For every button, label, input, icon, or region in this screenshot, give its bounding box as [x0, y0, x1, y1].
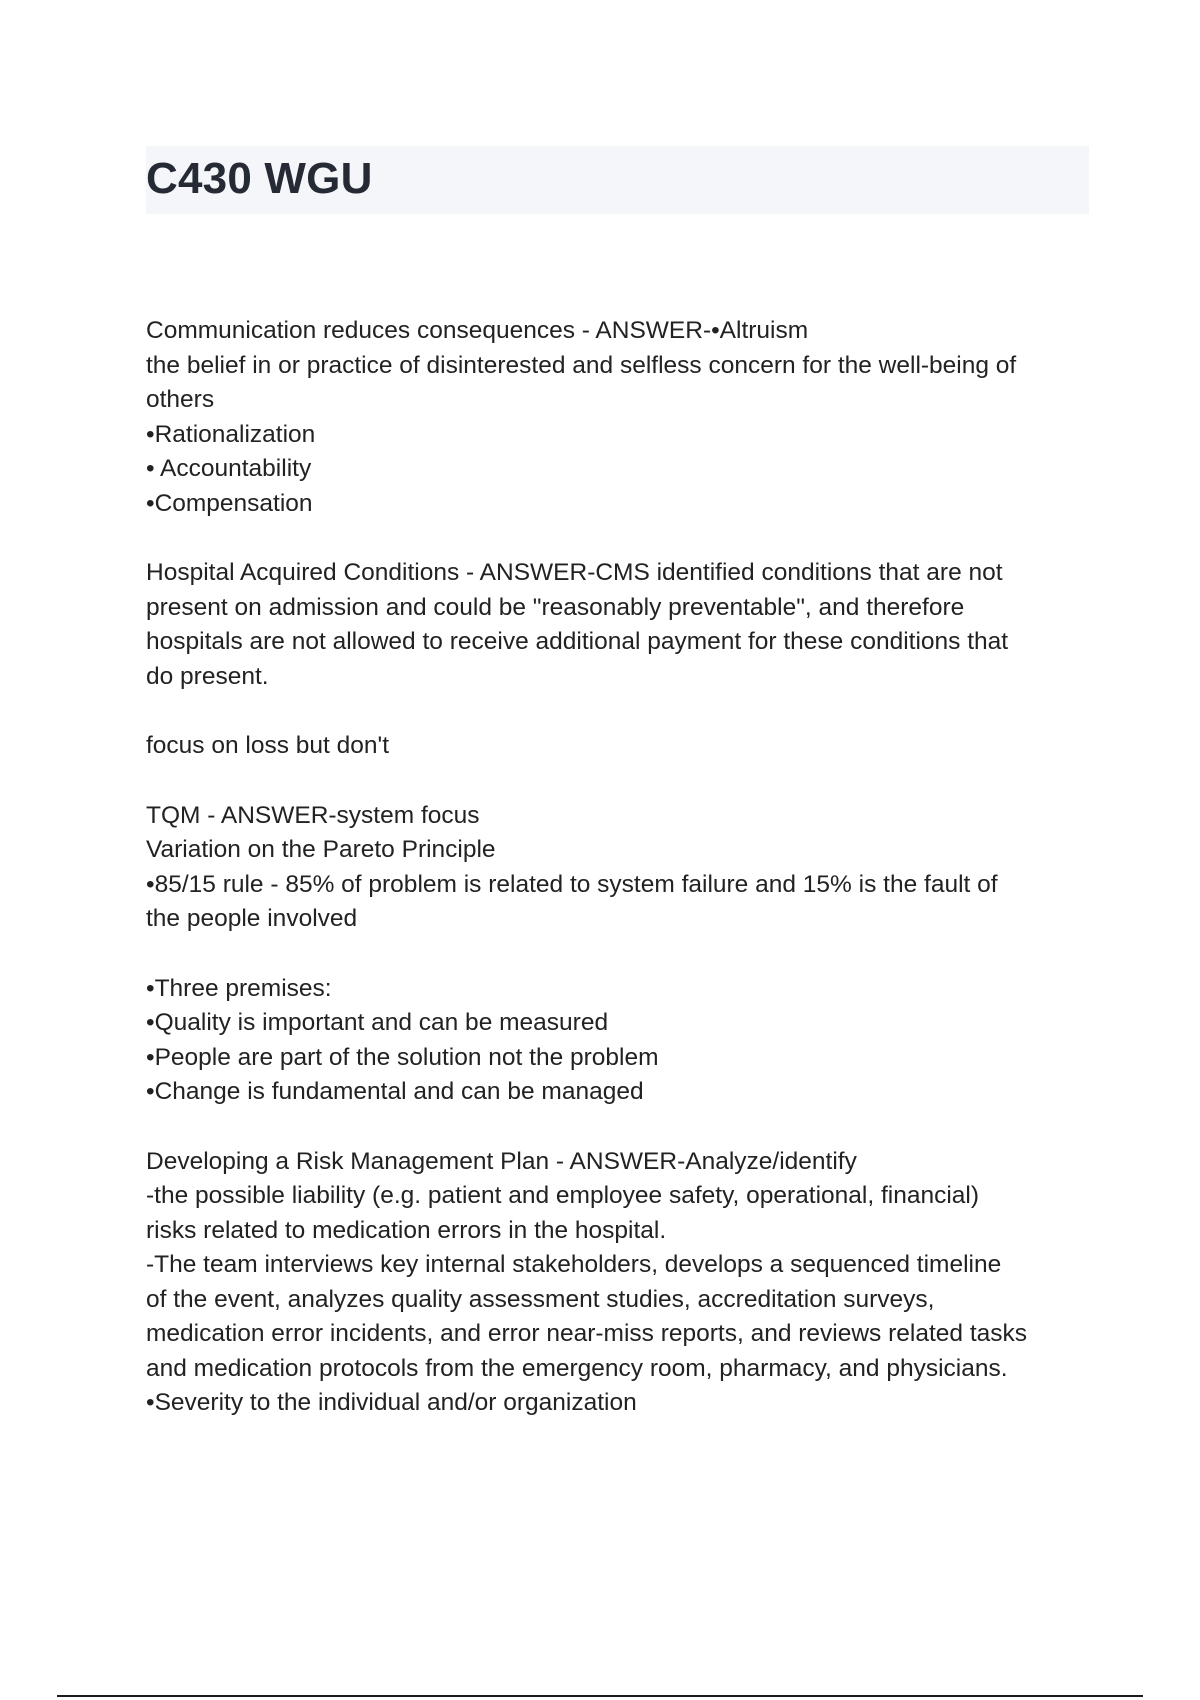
text-line: hospitals are not allowed to receive additional payment for these conditions that: [146, 628, 1009, 655]
text-line: •People are part of the solution not the problem: [146, 1043, 659, 1071]
text-line: present on admission and could be "reasonably preventable", and therefore: [146, 593, 965, 621]
entry-tqm: [146, 799, 1106, 937]
text-line: •Three premises:: [146, 974, 332, 1002]
document-body: [146, 314, 1106, 1456]
text-line: do present.: [146, 662, 269, 690]
text-line: •85/15 rule - 85% of problem is related to system failure and 15% is the fault of: [146, 870, 998, 898]
text-line: TQM - ANSWER-system focus: [146, 801, 480, 829]
text-line: risks related to medication errors in the hospital.: [146, 1216, 667, 1244]
text-line: others: [146, 386, 215, 413]
text-line: •Change is fundamental and can be managed: [146, 1078, 644, 1105]
text-line: medication error incidents, and error near-miss reports, and reviews related tasks: [146, 1320, 1028, 1347]
text-line: Developing a Risk Management Plan - ANSWER-Analyze/identify: [146, 1147, 857, 1175]
text-line: • Accountability: [146, 455, 312, 482]
text-line: focus on loss but don't: [146, 732, 390, 759]
text-line: Communication reduces consequences - ANSWER-•Altruism: [146, 317, 809, 344]
text-line: •Rationalization: [146, 420, 316, 448]
text-line: the people involved: [146, 905, 358, 932]
page-bottom-rule: [57, 1695, 1143, 1697]
text-line: •Severity to the individual and/or organization: [146, 1389, 637, 1416]
text-line: Variation on the Pareto Principle: [146, 836, 496, 863]
text-line: -The team interviews key internal stakeholders, develops a sequenced timeline: [146, 1251, 1002, 1278]
document-title: C430 WGU: [146, 154, 373, 203]
text-line: -the possible liability (e.g. patient and employee safety, operational, financial): [146, 1182, 980, 1209]
entry-risk-management-plan: [146, 1145, 1106, 1421]
entry-hospital-acquired-conditions: [146, 556, 1106, 694]
text-line: and medication protocols from the emergency room, pharmacy, and physicians.: [146, 1354, 1008, 1382]
text-line: •Compensation: [146, 489, 313, 517]
text-line: the belief in or practice of disinterested and selfless concern for the well-being of: [146, 351, 1017, 379]
text-line: Hospital Acquired Conditions - ANSWER-CMS identified conditions that are not: [146, 559, 1003, 586]
text-line: •Quality is important and can be measured: [146, 1009, 609, 1036]
entry-communication: [146, 314, 1106, 521]
text-line: of the event, analyzes quality assessment studies, accreditation surveys,: [146, 1285, 935, 1313]
entry-focus-on-loss: [146, 729, 1106, 764]
entry-three-premises: [146, 972, 1106, 1110]
